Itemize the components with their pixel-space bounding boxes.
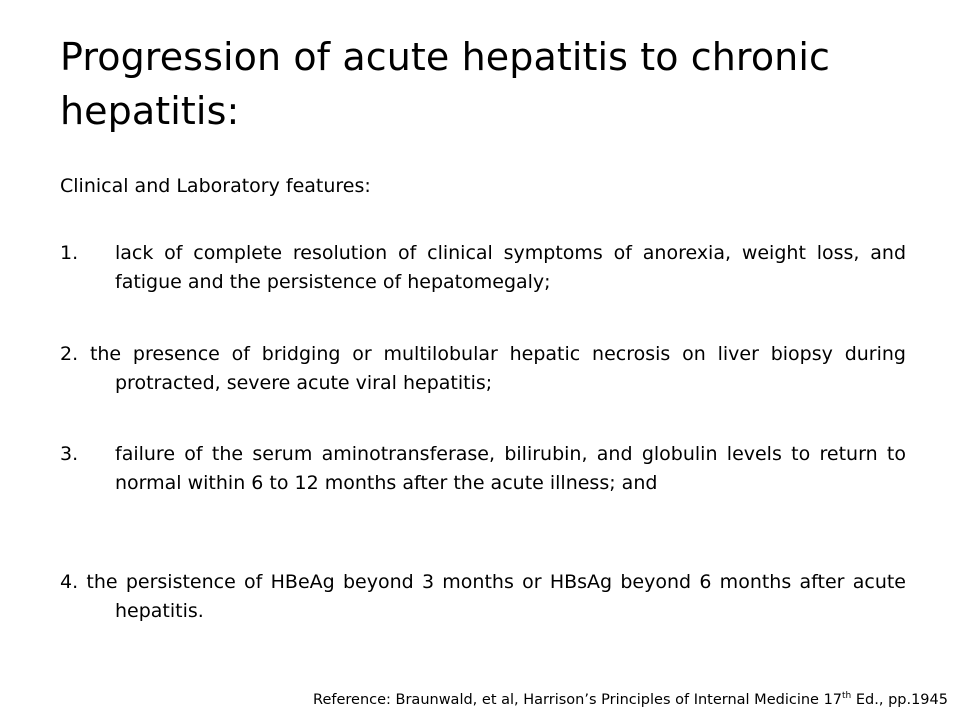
reference-text-suffix: Ed., pp.1945 [851, 692, 948, 708]
list-item-number: 1. [60, 242, 79, 264]
list-item [60, 239, 906, 297]
slide-title: Progression of acute hepatitis to chronic hepatitis: [60, 35, 830, 133]
list-item-text: failure of the serum aminotransferase, bilirubin, and globulin levels to return to normal within 6 to 12 months after the acute illness; and [115, 443, 906, 494]
list-item-text: 2. the presence of bridging or multilobular hepatic necrosis on liver biopsy during protracted, severe acute viral hepatitis; [60, 343, 906, 394]
reference-citation [313, 688, 948, 712]
list-item [60, 568, 906, 626]
list-item-text: lack of complete resolution of clinical symptoms of anorexia, weight loss, and fatigue and the persistence of hepatomegaly; [115, 242, 906, 293]
reference-text: Reference: Braunwald, et al, Harrison’s Principles of Internal Medicine 17 [313, 692, 843, 708]
list-item [60, 340, 906, 398]
list-item-text: 4. the persistence of HBeAg beyond 3 months or HBsAg beyond 6 months after acute hepatitis. [60, 571, 906, 622]
reference-superscript: th [842, 691, 852, 702]
slide-subtitle: Clinical and Laboratory features: [60, 175, 371, 197]
list-item-number: 3. [60, 443, 79, 465]
list-item [60, 440, 906, 498]
